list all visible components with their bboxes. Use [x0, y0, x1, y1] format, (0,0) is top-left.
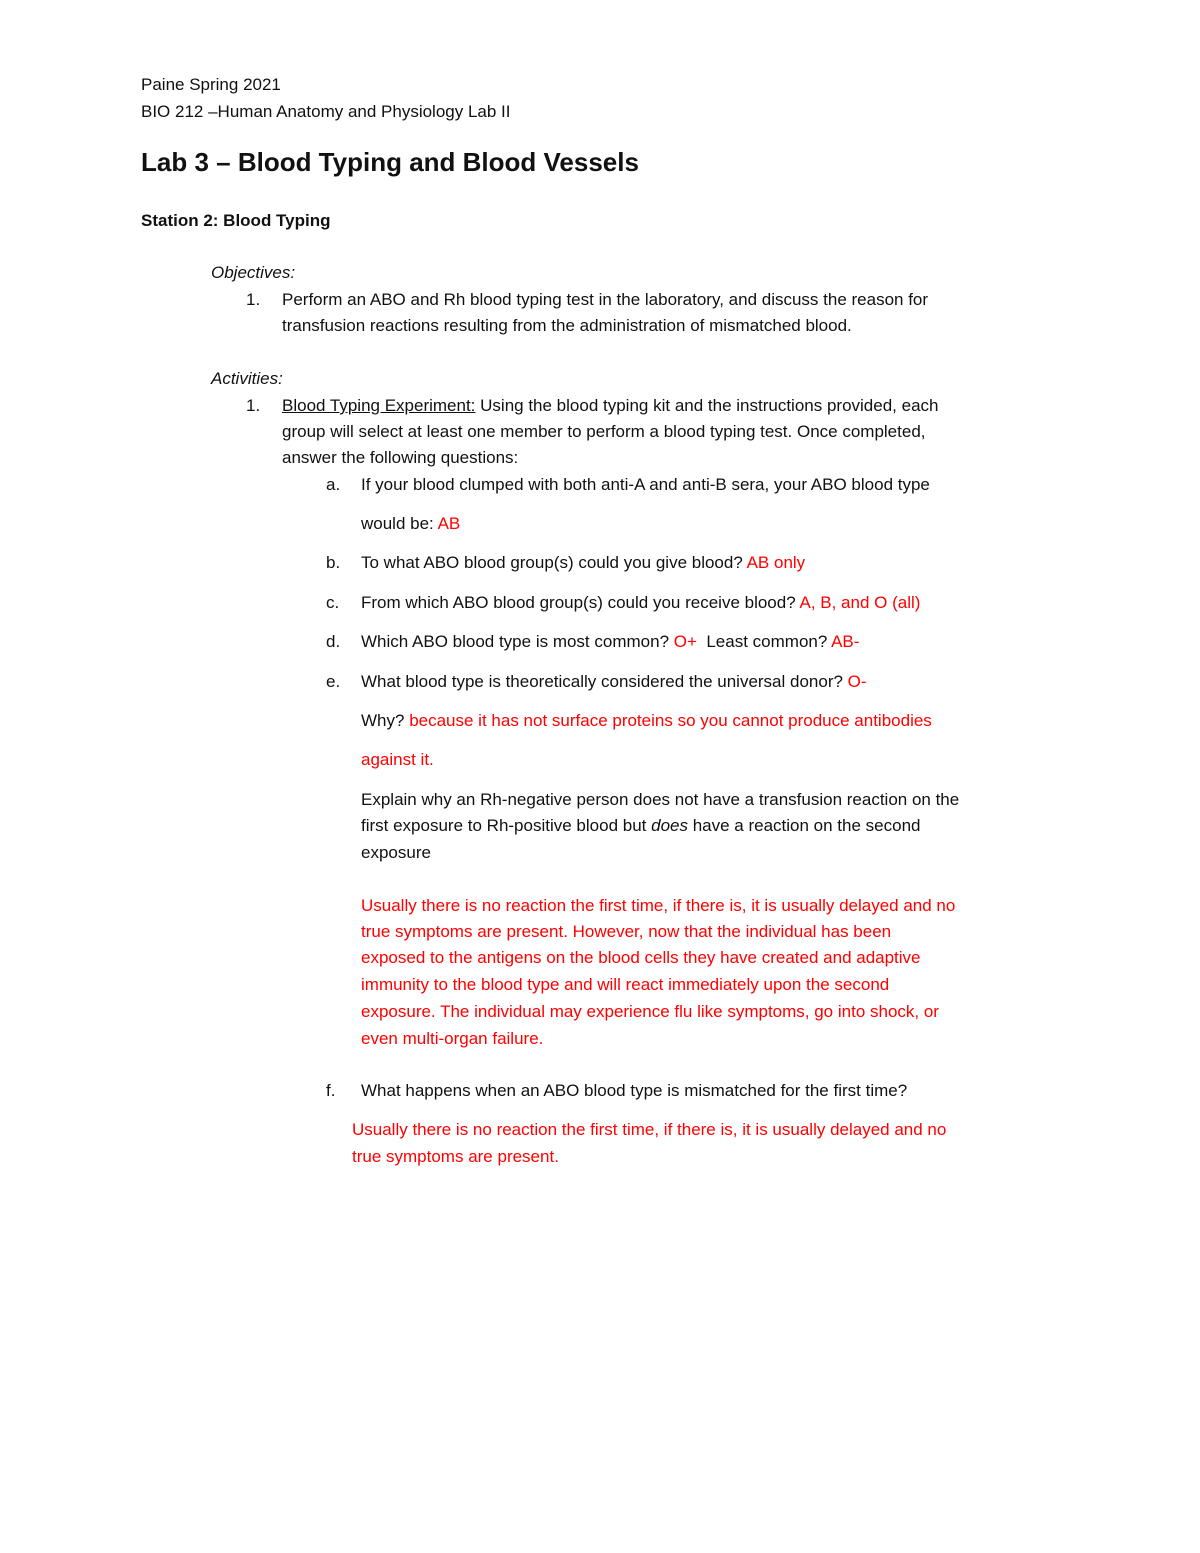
answer-e: O- — [847, 672, 867, 691]
question-e-explain: Explain why an Rh-negative person does not have a transfusion reaction on the — [361, 790, 960, 809]
answer-e-explain: immunity to the blood type and will react immediately upon the second — [361, 975, 890, 994]
question-text: Why? — [361, 711, 410, 730]
answer-e-why: because it has not surface proteins so you cannot produce antibodies — [409, 711, 932, 730]
question-letter: c. — [326, 593, 340, 612]
question-e-explain — [361, 816, 920, 836]
answer-b: AB only — [746, 553, 806, 572]
objective-text: Perform an ABO and Rh blood typing test in the laboratory, and discuss the reason for — [282, 290, 929, 309]
answer-f: true symptoms are present. — [352, 1147, 559, 1166]
question-letter: f. — [326, 1081, 336, 1100]
question-d — [361, 632, 859, 652]
question-letter: d. — [326, 632, 341, 651]
question-e — [361, 672, 867, 692]
objectives-heading: Objectives: — [211, 263, 296, 282]
activity-number: 1. — [246, 396, 261, 415]
question-letter: a. — [326, 475, 341, 494]
question-e-why — [361, 711, 932, 731]
question-text: would be: — [361, 514, 438, 533]
answer-e-explain: exposure. The individual may experience flu like symptoms, go into shock, or — [361, 1002, 939, 1021]
answer-e-explain: Usually there is no reaction the first time, if there is, it is usually delayed and no — [361, 896, 956, 915]
header-semester: Paine Spring 2021 — [141, 75, 281, 94]
page-title: Lab 3 – Blood Typing and Blood Vessels — [141, 147, 639, 177]
objective-number: 1. — [246, 290, 261, 309]
question-a: If your blood clumped with both anti-A and anti-B sera, your ABO blood type — [361, 475, 930, 494]
answer-e-explain: even multi-organ failure. — [361, 1029, 544, 1048]
question-letter: b. — [326, 553, 341, 572]
activity-text — [282, 396, 938, 416]
activity-label: Blood Typing Experiment: — [282, 396, 476, 415]
question-text: have a reaction on the second — [687, 816, 921, 835]
answer-d-least: AB- — [831, 632, 860, 651]
question-e-explain: exposure — [361, 843, 431, 862]
question-text: Least common? — [696, 632, 832, 651]
answer-e-explain: exposed to the antigens on the blood cells they have created and adaptive — [361, 948, 921, 967]
activities-heading: Activities: — [211, 369, 283, 388]
answer-e-explain: true symptoms are present. However, now that the individual has been — [361, 922, 892, 941]
activity-text: answer the following questions: — [282, 448, 519, 467]
emphasis-text: does — [651, 816, 688, 835]
activity-text: group will select at least one member to perform a blood typing test. Once completed, — [282, 422, 926, 441]
question-letter: e. — [326, 672, 341, 691]
question-text: To what ABO blood group(s) could you give blood? — [361, 553, 747, 572]
answer-c: A, B, and O (all) — [799, 593, 921, 612]
header-course: BIO 212 –Human Anatomy and Physiology Lab II — [141, 102, 511, 121]
question-text: first exposure to Rh-positive blood but — [361, 816, 652, 835]
question-b — [361, 553, 805, 573]
question-a-line2 — [361, 514, 460, 534]
answer-e-why: against it. — [361, 750, 434, 769]
answer-d-most: O+ — [673, 632, 697, 651]
answer-f: Usually there is no reaction the first time, if there is, it is usually delayed and no — [352, 1120, 947, 1139]
question-text: From which ABO blood group(s) could you receive blood? — [361, 593, 800, 612]
question-text: Which ABO blood type is most common? — [361, 632, 674, 651]
activity-line: Using the blood typing kit and the instructions provided, each — [475, 396, 939, 415]
question-f: What happens when an ABO blood type is mismatched for the first time? — [361, 1081, 908, 1100]
question-c — [361, 593, 920, 613]
answer-a: AB — [437, 514, 461, 533]
question-text: What blood type is theoretically considered the universal donor? — [361, 672, 848, 691]
objective-text: transfusion reactions resulting from the administration of mismatched blood. — [282, 316, 852, 335]
station-heading: Station 2: Blood Typing — [141, 211, 331, 230]
